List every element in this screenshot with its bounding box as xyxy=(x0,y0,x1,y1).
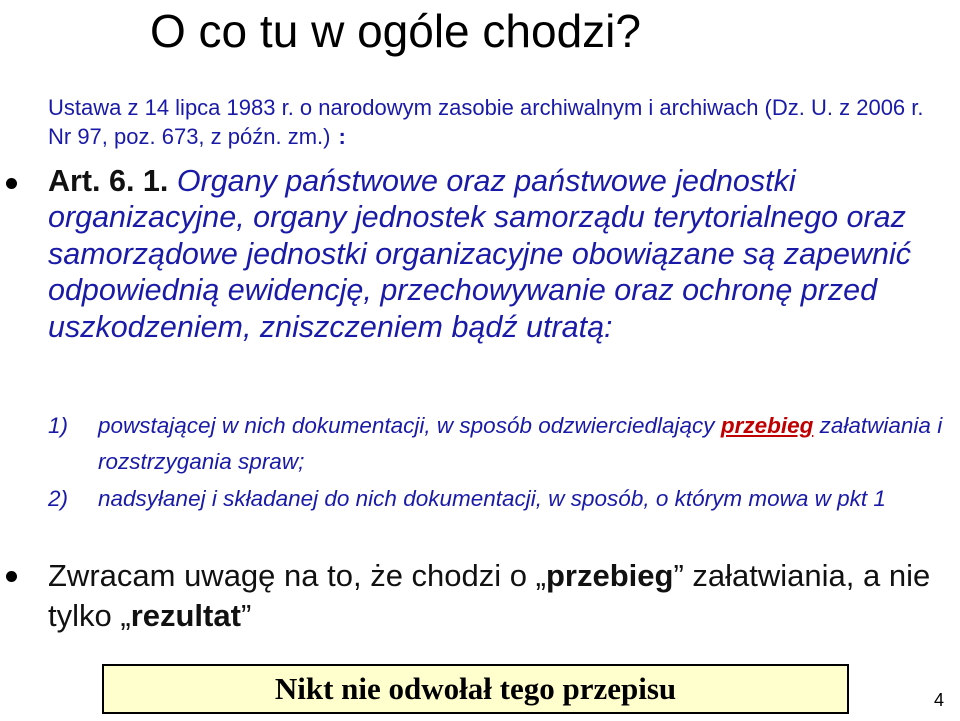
law-citation-colon: : xyxy=(338,124,346,149)
article-text: Organy państwowe oraz państwowe jednostki organizacyjne, organy jednostek samorządu terytorialnego oraz samorządowe jednostki organizacyjne obowiązane są zapewnić odpowiednią ewidencję, przechowywanie oraz ochronę przed uszkodzeniem, zniszczeniem bądź utratą: xyxy=(48,164,911,344)
callout-text: Nikt nie odwołał tego przepisu xyxy=(274,671,677,706)
close-quote-mark: ” xyxy=(673,558,684,593)
law-citation xyxy=(48,93,948,151)
open-quote-mark: „ xyxy=(120,598,131,633)
remark-text-continued: załatwiania, a nie tylko xyxy=(48,558,931,633)
emphasis-result: rezultat xyxy=(130,598,241,633)
open-quote-mark: „ xyxy=(535,558,546,593)
slide-title: O co tu w ogóle chodzi? xyxy=(150,5,641,57)
law-citation-text: Ustawa z 14 lipca 1983 r. o narodowym zasobie archiwalnym i archiwach (Dz. U. z 2006 r. Nr 97, poz. 673, z późn. zm.) xyxy=(48,95,924,149)
list-item-number: 2) xyxy=(48,486,69,511)
list-item-text: nadsyłanej i składanej do nich dokumentacji, w sposób, o którym mowa w pkt 1 xyxy=(98,486,886,511)
article-points-list xyxy=(48,408,953,517)
article-number: Art. 6. 1. xyxy=(48,164,169,198)
list-item-text: powstającej w nich dokumentacji, w sposób odzwierciedlający xyxy=(98,413,715,438)
emphasis-process: przebieg xyxy=(545,558,674,593)
list-item-text-continued: załatwiania i rozstrzygania spraw; xyxy=(98,413,943,474)
close-quote-mark: ” xyxy=(240,598,252,633)
page-number: 4 xyxy=(934,690,945,710)
bullet-icon xyxy=(6,178,17,189)
highlighted-word: przebieg xyxy=(720,413,814,438)
list-item xyxy=(48,481,953,517)
article-paragraph xyxy=(48,163,953,345)
list-item xyxy=(48,408,953,479)
remark-text: Zwracam uwagę na to, że chodzi o xyxy=(48,558,536,593)
remark-paragraph xyxy=(48,556,953,636)
bullet-icon xyxy=(6,571,17,582)
list-item-number: 1) xyxy=(48,413,69,438)
callout-box xyxy=(102,664,849,714)
